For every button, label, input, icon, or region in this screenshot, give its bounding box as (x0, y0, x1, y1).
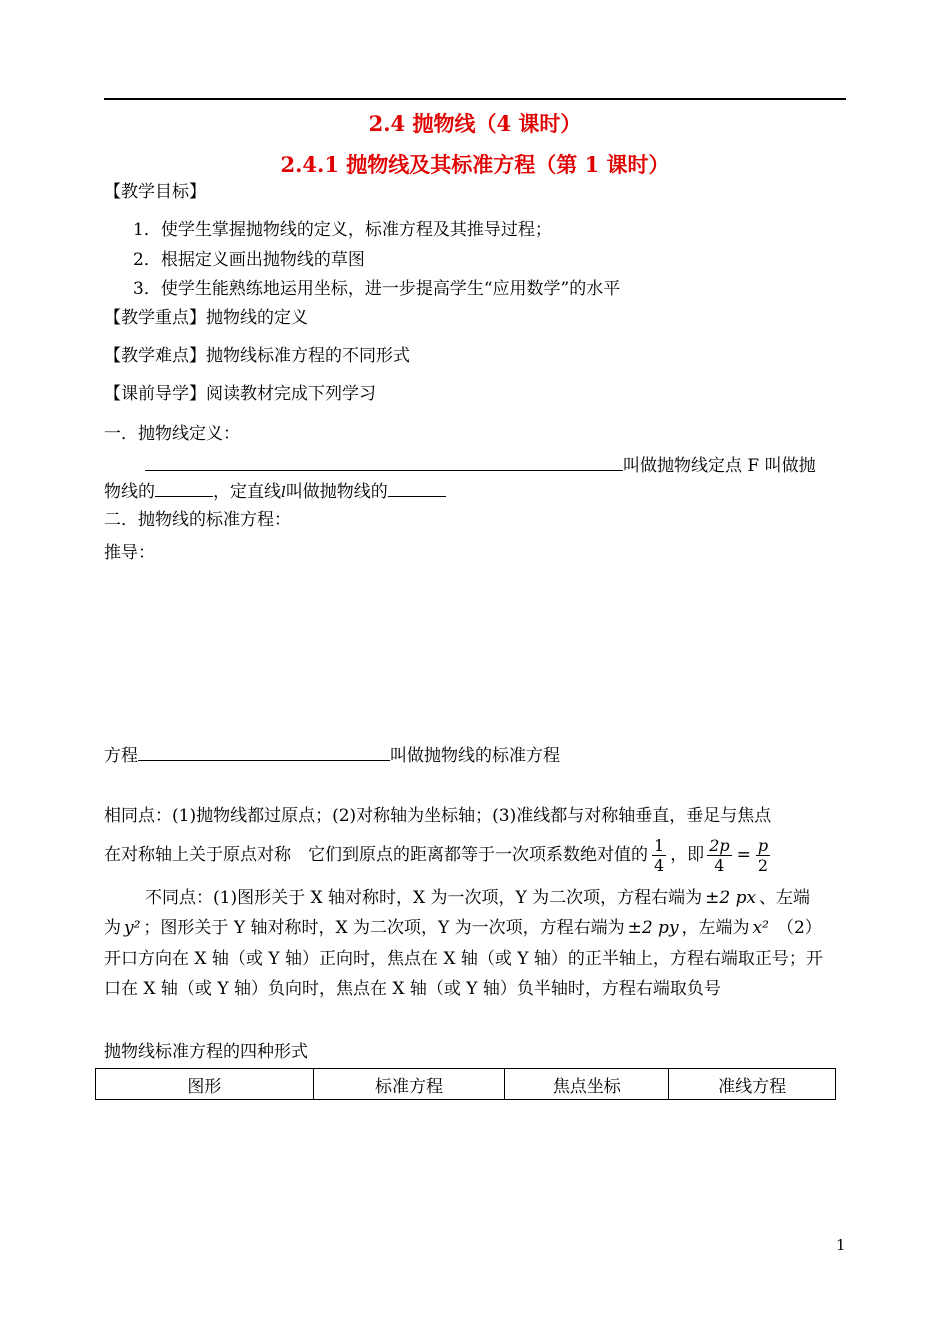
preview-text: 阅读教材完成下列学习 (206, 384, 376, 404)
definition-text-c: 叫做抛物线的 (285, 482, 388, 502)
differences-text-c: 为 (104, 918, 121, 938)
header-cell-figure: 图形 (96, 1069, 314, 1100)
difficulty-text: 抛物线标准方程的不同形式 (206, 346, 410, 366)
equation-text-b: 叫做抛物线的标准方程 (390, 746, 560, 766)
similarities-text-a: 在对称轴上关于原点对称 它们到原点的距离都等于一次项系数绝对值的 (104, 845, 648, 866)
section2-heading: 二．抛物线的标准方程： (104, 510, 291, 530)
differences-line-4: 口在 X 轴（或 Y 轴）负向时，焦点在 X 轴（或 Y 轴）负半轴时，方程右端取负号 (104, 979, 721, 999)
derivation-label: 推导： (104, 543, 155, 563)
objective-item-2: 2．根据定义画出抛物线的草图 (133, 250, 365, 270)
header-cell-standard-equation: 标准方程 (313, 1069, 505, 1100)
table-header-row (96, 1069, 836, 1100)
fraction-p-over-2 (756, 837, 770, 875)
sub-title: 2.4.1 抛物线及其标准方程（第 1 课时） (280, 152, 670, 177)
definition-line-2 (104, 481, 446, 501)
fraction-one-quarter (652, 837, 666, 875)
key-point-label: 【教学重点】 (104, 308, 206, 328)
key-point (104, 310, 308, 327)
math-y-squared: y² (124, 918, 141, 938)
page-number: 1 (836, 1236, 846, 1254)
differences-text-e: ，左端为 (681, 918, 750, 938)
equation-text-a: 方程 (104, 746, 138, 766)
header-cell-focus-coordinates: 焦点坐标 (505, 1069, 669, 1100)
similarities-text-b: ，即 (670, 845, 705, 866)
objective-item-1: 1．使学生掌握抛物线的定义，标准方程及其推导过程； (133, 220, 552, 240)
standard-forms-table (95, 1068, 836, 1100)
differences-text-f: （2） (776, 918, 822, 938)
equation-line (104, 745, 560, 765)
similarities-line-2 (104, 837, 773, 875)
math-x-squared: x² (752, 918, 769, 938)
preview (104, 386, 376, 403)
fraction-denominator: 2 (757, 855, 769, 875)
equals-sign: = (736, 845, 751, 866)
definition-text-a: 物线的 (104, 482, 155, 502)
difficulty (104, 348, 410, 365)
fraction-numerator: 1 (654, 836, 665, 855)
definition-blank-main[interactable] (145, 455, 623, 471)
difficulty-label: 【教学难点】 (104, 346, 206, 366)
objectives-heading: 【教学目标】 (104, 182, 206, 202)
math-pm-2px: ±2 px (705, 888, 757, 908)
key-point-text: 抛物线的定义 (206, 308, 308, 328)
differences-line-1 (145, 890, 810, 907)
differences-text-d: ；图形关于 Y 轴对称时，X 为二次项，Y 为一次项，方程右端为 (143, 918, 625, 938)
preview-label: 【课前导学】 (104, 384, 206, 404)
fraction-numerator: p (757, 836, 769, 855)
differences-line-3: 开口方向在 X 轴（或 Y 轴）正向时，焦点在 X 轴（或 Y 轴）的正半轴上，方程右端取正号；开 (104, 949, 823, 969)
fraction-2p-over-4 (707, 837, 731, 875)
main-title: 2.4 抛物线（4 课时） (368, 111, 582, 136)
differences-line-2 (104, 920, 822, 937)
directrix-blank[interactable] (388, 481, 446, 497)
definition-text-b: ，定直线 (213, 482, 281, 502)
fraction-numerator: 2p (709, 836, 730, 855)
fraction-denominator: 4 (714, 855, 725, 875)
directrix-variable: l (281, 483, 286, 501)
table-caption: 抛物线标准方程的四种形式 (104, 1042, 308, 1062)
section1-heading: 一．抛物线定义： (104, 424, 240, 444)
focus-blank[interactable] (155, 481, 213, 497)
similarities-line-1: 相同点：(1)抛物线都过原点；(2)对称轴为坐标轴；(3)准线都与对称轴垂直，垂足与焦点 (104, 806, 772, 826)
fraction-denominator: 4 (654, 855, 665, 875)
differences-text-a: 不同点：(1)图形关于 X 轴对称时，X 为一次项，Y 为二次项，方程右端为 (145, 888, 703, 908)
header-rule (104, 98, 846, 100)
header-cell-directrix-equation: 准线方程 (669, 1069, 836, 1100)
differences-text-b: 、左端 (759, 888, 811, 908)
math-pm-2py: ±2 py (627, 918, 679, 938)
definition-line1-tail: 叫做抛物线定点 F 叫做抛 (623, 456, 816, 476)
definition-line-1 (145, 455, 816, 475)
equation-blank[interactable] (138, 745, 390, 761)
objective-item-3: 3．使学生能熟练地运用坐标，进一步提高学生“应用数学”的水平 (133, 279, 621, 299)
